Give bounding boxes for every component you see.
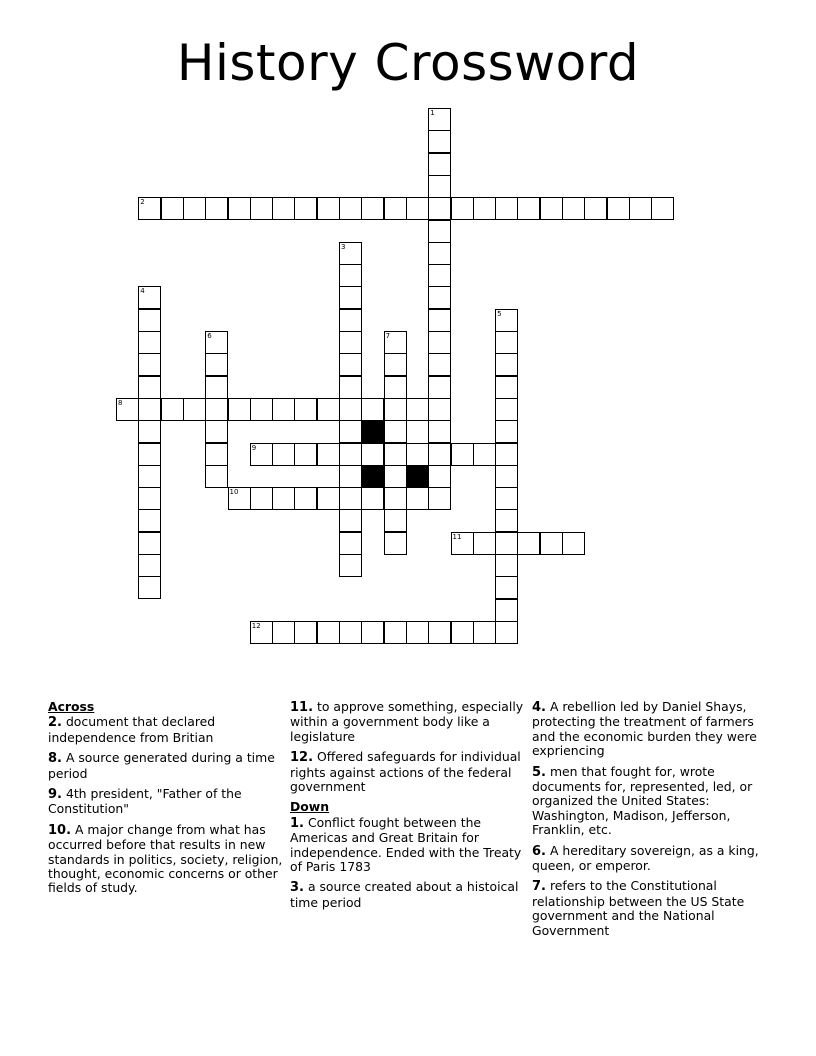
- black-cell: [361, 420, 384, 443]
- grid-cell[interactable]: [428, 309, 451, 332]
- grid-cell[interactable]: [138, 532, 161, 555]
- grid-cell[interactable]: [495, 554, 518, 577]
- down-clue-4: 4. A rebellion led by Daniel Shays, protecting the treatment of farmers and the economic burden they were expriencing: [532, 699, 757, 759]
- grid-cell[interactable]: [205, 376, 228, 399]
- grid-cell[interactable]: [339, 286, 362, 309]
- grid-cell[interactable]: [428, 353, 451, 376]
- clues-column-2: [290, 700, 526, 916]
- grid-cell[interactable]: [250, 621, 273, 644]
- grid-cell[interactable]: [317, 443, 340, 466]
- grid-cell[interactable]: [428, 331, 451, 354]
- grid-cell[interactable]: [339, 621, 362, 644]
- grid-cell[interactable]: [228, 487, 251, 510]
- clue-number: 6: [207, 332, 212, 340]
- grid-cell[interactable]: [384, 420, 407, 443]
- grid-cell[interactable]: [183, 398, 206, 421]
- grid-cell[interactable]: [428, 153, 451, 176]
- down-clue-1: 1. Conflict fought between the Americas and Great Britain for independence. Ended with the Treaty of Paris 1783: [290, 814, 522, 875]
- clue-number: 10: [229, 488, 239, 497]
- grid-cell[interactable]: [339, 398, 362, 421]
- black-cell: [406, 465, 429, 488]
- grid-cell[interactable]: [339, 509, 362, 532]
- grid-cell[interactable]: [361, 621, 384, 644]
- grid-cell[interactable]: [339, 242, 362, 265]
- grid-cell[interactable]: [294, 197, 317, 220]
- grid-cell[interactable]: [339, 309, 362, 332]
- grid-cell[interactable]: [228, 398, 251, 421]
- grid-cell[interactable]: [495, 443, 518, 466]
- grid-cell[interactable]: [495, 487, 518, 510]
- grid-cell[interactable]: [161, 398, 184, 421]
- grid-cell[interactable]: [428, 398, 451, 421]
- grid-cell[interactable]: [205, 420, 228, 443]
- clue-number: 11: [452, 532, 462, 541]
- grid-cell[interactable]: [138, 353, 161, 376]
- grid-cell[interactable]: [138, 398, 161, 421]
- grid-cell[interactable]: [428, 108, 451, 131]
- grid-cell[interactable]: [562, 532, 585, 555]
- grid-cell[interactable]: [428, 420, 451, 443]
- grid-cell[interactable]: [495, 599, 518, 622]
- grid-cell[interactable]: [205, 197, 228, 220]
- grid-cell[interactable]: [473, 621, 496, 644]
- grid-cell[interactable]: [294, 443, 317, 466]
- grid-cell[interactable]: [540, 197, 563, 220]
- grid-cell[interactable]: [205, 331, 228, 354]
- grid-cell[interactable]: [428, 220, 451, 243]
- grid-cell[interactable]: [428, 242, 451, 265]
- grid-cell[interactable]: [317, 621, 340, 644]
- grid-cell[interactable]: [607, 197, 630, 220]
- grid-cell[interactable]: [495, 309, 518, 332]
- down-clue-5: 5. men that fought for, wrote documents for, represented, led, or organized the United States: Washington, Madison, Jefferson, Franklin, etc.: [532, 763, 753, 838]
- grid-cell[interactable]: [406, 443, 429, 466]
- grid-cell[interactable]: [428, 376, 451, 399]
- grid-cell[interactable]: [495, 621, 518, 644]
- grid-cell[interactable]: [361, 443, 384, 466]
- grid-cell[interactable]: [384, 532, 407, 555]
- grid-cell[interactable]: [406, 197, 429, 220]
- grid-cell[interactable]: [250, 443, 273, 466]
- clue-number: 1: [430, 109, 435, 117]
- grid-cell[interactable]: [138, 465, 161, 488]
- grid-cell[interactable]: [138, 376, 161, 399]
- clue-number: 8: [118, 398, 123, 407]
- grid-cell[interactable]: [272, 197, 295, 220]
- grid-cell[interactable]: [339, 331, 362, 354]
- grid-cell[interactable]: [517, 197, 540, 220]
- grid-cell[interactable]: [428, 130, 451, 153]
- grid-cell[interactable]: [495, 420, 518, 443]
- grid-cell[interactable]: [317, 197, 340, 220]
- grid-cell[interactable]: [205, 443, 228, 466]
- grid-cell[interactable]: [138, 309, 161, 332]
- grid-cell[interactable]: [183, 197, 206, 220]
- grid-cell[interactable]: [116, 398, 139, 421]
- grid-cell[interactable]: [428, 197, 451, 220]
- across-heading: Across: [48, 699, 95, 714]
- grid-cell[interactable]: [339, 532, 362, 555]
- grid-cell[interactable]: [495, 353, 518, 376]
- grid-cell[interactable]: [339, 376, 362, 399]
- grid-cell[interactable]: [361, 398, 384, 421]
- grid-cell[interactable]: [138, 286, 161, 309]
- grid-cell[interactable]: [428, 621, 451, 644]
- clues-column-1: [48, 700, 284, 902]
- grid-cell[interactable]: [339, 487, 362, 510]
- clue-number: 2: [140, 198, 145, 207]
- grid-cell[interactable]: [406, 487, 429, 510]
- grid-cell[interactable]: [361, 197, 384, 220]
- grid-cell[interactable]: [317, 398, 340, 421]
- grid-cell[interactable]: [138, 487, 161, 510]
- grid-cell[interactable]: [495, 509, 518, 532]
- grid-cell[interactable]: [138, 420, 161, 443]
- grid-cell[interactable]: [294, 487, 317, 510]
- grid-cell[interactable]: [651, 197, 674, 220]
- grid-cell[interactable]: [562, 197, 585, 220]
- grid-cell[interactable]: [495, 398, 518, 421]
- down-clue-3: 3. a source created about a histoical time period: [290, 879, 519, 910]
- clue-number: 5: [497, 309, 502, 318]
- grid-cell[interactable]: [161, 197, 184, 220]
- grid-cell[interactable]: [138, 331, 161, 354]
- grid-cell[interactable]: [584, 197, 607, 220]
- grid-cell[interactable]: [384, 197, 407, 220]
- grid-cell[interactable]: [205, 398, 228, 421]
- grid-cell[interactable]: [339, 465, 362, 488]
- grid-cell[interactable]: [517, 532, 540, 555]
- grid-cell[interactable]: [384, 376, 407, 399]
- grid-cell[interactable]: [339, 197, 362, 220]
- grid-cell[interactable]: [272, 621, 295, 644]
- grid-cell[interactable]: [451, 443, 474, 466]
- grid-cell[interactable]: [495, 576, 518, 599]
- grid-cell[interactable]: [451, 621, 474, 644]
- grid-cell[interactable]: [473, 197, 496, 220]
- grid-cell[interactable]: [428, 286, 451, 309]
- grid-cell[interactable]: [384, 331, 407, 354]
- clue-number: 4: [140, 287, 145, 296]
- grid-cell[interactable]: [384, 353, 407, 376]
- grid-cell[interactable]: [138, 554, 161, 577]
- page-title: History Crossword: [176, 34, 640, 92]
- grid-cell[interactable]: [406, 621, 429, 644]
- across-clue-10: 10. A major change from what has occurred before that results in new standards in politics, society, religion, thought, economic concerns or other fields of study.: [48, 821, 283, 896]
- clue-number: 3: [341, 242, 346, 251]
- grid-cell[interactable]: [428, 264, 451, 287]
- grid-cell[interactable]: [495, 532, 518, 555]
- grid-cell[interactable]: [495, 331, 518, 354]
- grid-cell[interactable]: [250, 197, 273, 220]
- grid-cell[interactable]: [384, 509, 407, 532]
- grid-cell[interactable]: [384, 465, 407, 488]
- grid-cell[interactable]: [272, 443, 295, 466]
- grid-cell[interactable]: [473, 443, 496, 466]
- clue-number: 9: [251, 443, 257, 452]
- grid-cell[interactable]: [384, 443, 407, 466]
- grid-cell[interactable]: [138, 197, 161, 220]
- grid-cell[interactable]: [384, 487, 407, 510]
- grid-cell[interactable]: [138, 576, 161, 599]
- clue-number: 7: [385, 332, 391, 340]
- grid-cell[interactable]: [384, 621, 407, 644]
- across-clue-9: 9. 4th president, "Father of the Constitution": [48, 786, 242, 817]
- grid-cell[interactable]: [339, 554, 362, 577]
- grid-cell[interactable]: [540, 532, 563, 555]
- grid-cell[interactable]: [339, 443, 362, 466]
- grid-cell[interactable]: [384, 398, 407, 421]
- clue-number: 12: [251, 621, 261, 630]
- grid-cell[interactable]: [495, 376, 518, 399]
- down-heading: Down: [290, 799, 330, 815]
- across-clue-12: 12. Offered safeguards for individual rights against actions of the federal government: [290, 749, 521, 795]
- grid-cell[interactable]: [272, 398, 295, 421]
- grid-cell[interactable]: [294, 398, 317, 421]
- grid-cell[interactable]: [451, 532, 474, 555]
- grid-cell[interactable]: [205, 465, 228, 488]
- grid-cell[interactable]: [317, 487, 340, 510]
- across-clue-11: 11. to approve something, especially within a government body like a legislature: [290, 699, 524, 744]
- grid-cell[interactable]: [361, 487, 384, 510]
- down-clue-7: 7. refers to the Constitutional relationship between the US State government and the National Government: [532, 878, 745, 938]
- grid-cell[interactable]: [339, 353, 362, 376]
- grid-cell[interactable]: [495, 465, 518, 488]
- grid-cell[interactable]: [339, 264, 362, 287]
- black-cell: [361, 465, 384, 488]
- grid-cell[interactable]: [250, 487, 273, 510]
- grid-cell[interactable]: [473, 532, 496, 555]
- grid-cell[interactable]: [138, 443, 161, 466]
- down-clue-6: 6. A hereditary sovereign, as a king, queen, or emperor.: [532, 842, 759, 874]
- grid-cell[interactable]: [205, 353, 228, 376]
- grid-cell[interactable]: [406, 398, 429, 421]
- grid-cell[interactable]: [138, 509, 161, 532]
- grid-cell[interactable]: [294, 621, 317, 644]
- grid-cell[interactable]: [428, 465, 451, 488]
- grid-cell[interactable]: [228, 197, 251, 220]
- grid-cell[interactable]: [272, 487, 295, 510]
- grid-cell[interactable]: [428, 443, 451, 466]
- across-clue-2: 2. document that declared independence from Britian: [48, 714, 216, 745]
- grid-cell[interactable]: [339, 420, 362, 443]
- grid-cell[interactable]: [428, 487, 451, 510]
- grid-cell[interactable]: [250, 398, 273, 421]
- grid-cell[interactable]: [451, 197, 474, 220]
- grid-cell[interactable]: [428, 175, 451, 198]
- grid-cell[interactable]: [495, 197, 518, 220]
- across-clue-8: 8. A source generated during a time period: [48, 750, 275, 781]
- grid-cell[interactable]: [629, 197, 652, 220]
- clues-column-3: [532, 700, 768, 944]
